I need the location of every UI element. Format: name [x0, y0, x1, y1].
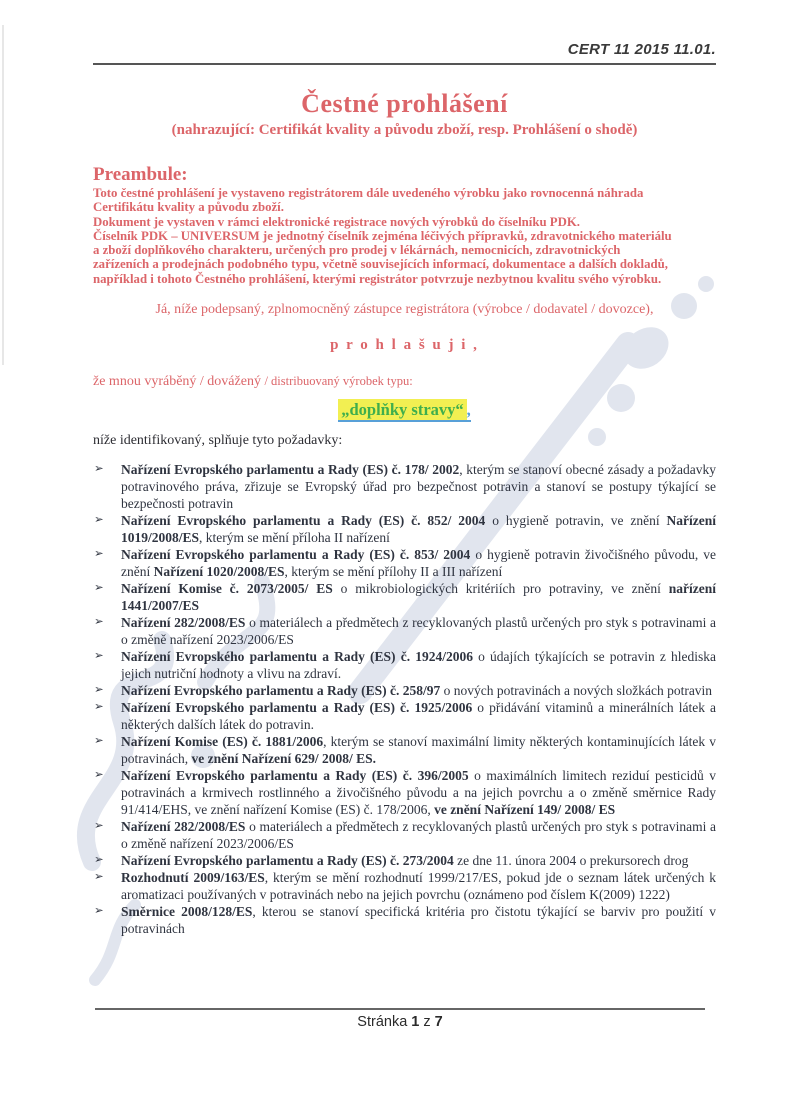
requirement-item [93, 580, 716, 614]
requirement-item [93, 682, 716, 699]
requirement-item [93, 733, 716, 767]
page-number-label: Stránka [357, 1014, 408, 1030]
requirement-text: Rozhodnutí 2009/163/ES, kterým se mění rozhodnutí 1999/217/ES, pokud jde o seznam látek určených k aromatizaci používaných v potravinách nebo na jejich povrchu (oznámeno pod číslem K(2009) 1222) [121, 870, 716, 903]
bullet-arrow-icon: ➢ [94, 650, 104, 663]
product-type-row [93, 400, 716, 420]
preamble-line: Certifikátu kvality a původu zboží. [93, 200, 284, 215]
bullet-arrow-icon: ➢ [94, 854, 104, 867]
scan-edge-artifact [2, 25, 4, 365]
preamble-line: zařízeních a prodejnách podobného typu, včetně souvisejících informací, dokumentace a dalších dokladů, [93, 257, 668, 272]
page-subtitle: (nahrazující: Certifikát kvality a původu zboží, resp. Prohlášení o shodě) [171, 122, 638, 138]
requirement-text: Nařízení Evropského parlamentu a Rady (ES) č. 258/97 o nových potravinách a nových složkách potravin [121, 683, 713, 699]
requirement-text: Nařízení Evropského parlamentu a Rady (ES) č. 178/ 2002, kterým se stanoví obecné zásady a požadavky potravinového práva, zřizuje se Evropský úřad pro bezpečnost potravin a stanoví se postupy týkající se bezpečnosti potravin [121, 462, 716, 512]
product-type-highlight: „doplňky stravy“ [338, 399, 466, 420]
preamble-line: Dokument je vystaven v rámci elektronické registrace nových výrobků do číselníku PDK. [93, 214, 580, 229]
requirement-text: Nařízení 282/2008/ES o materiálech a předmětech z recyklovaných plastů určených pro styk s potravinami a o změně nařízení 2023/2006/ES [121, 615, 716, 648]
declaration-intro: Já, níže podepsaný, zplnomocněný zástupce registrátora (výrobce / dodavatel / dovozce), [155, 302, 654, 318]
footer-rule [95, 1008, 705, 1010]
document-code: CERT 11 2015 11.01. [567, 41, 716, 58]
bullet-arrow-icon: ➢ [94, 820, 104, 833]
preamble-line: například i tohoto Čestného prohlášení, kterými registrátor potvrzuje nezbytnou kvalitu svého výrobku. [93, 271, 662, 286]
requirement-text: Nařízení Evropského parlamentu a Rady (ES) č. 852/ 2004 o hygieně potravin, ve znění Nařízení 1019/2008/ES, kterým se mění příloha II nařízení [121, 513, 716, 546]
preamble-text [93, 186, 716, 286]
requirement-item [93, 699, 716, 733]
bullet-arrow-icon: ➢ [94, 684, 104, 697]
page-number [0, 1014, 800, 1030]
bullet-arrow-icon: ➢ [94, 871, 104, 884]
preamble-line: a zboží doplňkového charakteru, určených pro prodej v lékárnách, nemocnicích, zdravotnických [93, 243, 621, 258]
bullet-arrow-icon: ➢ [94, 905, 104, 918]
requirement-item [93, 546, 716, 580]
requirement-text: Nařízení Evropského parlamentu a Rady (ES) č. 853/ 2004 o hygieně potravin živočišného původu, ve znění Nařízení 1020/2008/ES, kterým se mění přílohy II a III nařízení [121, 547, 716, 580]
requirement-item [93, 461, 716, 512]
bullet-arrow-icon: ➢ [94, 548, 104, 561]
bullet-arrow-icon: ➢ [94, 514, 104, 527]
preamble-line: Číselník PDK – UNIVERSUM je jednotný číselník zejména léčivých přípravků, zdravotnického materiálu [93, 228, 672, 243]
bullet-arrow-icon: ➢ [94, 463, 104, 476]
page-number-total: 7 [434, 1014, 443, 1030]
preamble-line: Toto čestné prohlášení je vystaveno registrátorem dále uvedeného výrobku jako rovnocenná náhrada [93, 186, 644, 200]
product-type-underline [338, 400, 471, 422]
declaration-verb: p r o h l a š u j i , [330, 337, 479, 354]
requirement-text: Nařízení Evropského parlamentu a Rady (ES) č. 396/2005 o maximálních limitech reziduí pesticidů v potravinách a krmivech rostlinného a živočišného původu a na jejich povrchu a o změně směrnice Rady 91/414/EHS, ve znění nařízení Komise (ES) č. 178/2006, ve znění Nařízení 149/ 2008/ ES [121, 768, 716, 818]
bullet-arrow-icon: ➢ [94, 701, 104, 714]
requirement-text: Nařízení 282/2008/ES o materiálech a předmětech z recyklovaných plastů určených pro styk s potravinami a o změně nařízení 2023/2006/ES [121, 819, 716, 852]
requirement-item [93, 614, 716, 648]
requirement-text: Nařízení Komise (ES) č. 1881/2006, kterým se stanoví maximální limity některých kontaminujících látek v potravinách, ve znění Nařízení 629/ 2008/ ES. [121, 734, 716, 767]
requirement-text: Směrnice 2008/128/ES, kterou se stanoví specifická kritéria pro čistotu týkající se barviv pro použití v potravinách [121, 904, 716, 937]
requirement-item [93, 818, 716, 852]
requirement-text: Nařízení Evropského parlamentu a Rady (ES) č. 1925/2006 o přidávání vitaminů a minerálních látek a některých dalších látek do potravin. [121, 700, 716, 733]
product-line [93, 374, 716, 390]
bullet-arrow-icon: ➢ [94, 769, 104, 782]
page-title: Čestné prohlášení [301, 89, 508, 118]
product-line-rest: / distribuovaný výrobek typu: [264, 374, 413, 389]
requirement-item [93, 512, 716, 546]
requirement-item [93, 852, 716, 869]
product-line-main: že mnou vyráběný / dovážený [93, 374, 265, 390]
bullet-arrow-icon: ➢ [94, 735, 104, 748]
document-page [93, 0, 716, 937]
requirement-text: Nařízení Evropského parlamentu a Rady (ES) č. 273/2004 ze dne 11. února 2004 o prekursorech drog [121, 853, 689, 869]
requirement-text: Nařízení Komise č. 2073/2005/ ES o mikrobiologických kritériích pro potraviny, ve znění nařízení 1441/2007/ES [121, 581, 716, 614]
requirements-list [93, 461, 716, 937]
requirement-item [93, 869, 716, 903]
header-rule [93, 63, 716, 65]
bullet-arrow-icon: ➢ [94, 616, 104, 629]
page-number-current: 1 [411, 1014, 420, 1030]
requirement-item [93, 648, 716, 682]
requirement-text: Nařízení Evropského parlamentu a Rady (ES) č. 1924/2006 o údajích týkajících se potravin z hlediska jejich nutriční hodnoty a vlivu na zdraví. [121, 649, 717, 682]
bullet-arrow-icon: ➢ [94, 582, 104, 595]
requirement-item [93, 767, 716, 818]
requirement-item [93, 903, 716, 937]
preamble-heading: Preambule: [93, 164, 188, 185]
requirements-intro: níže identifikovaný, splňuje tyto požadavky: [93, 433, 343, 449]
product-type-suffix: , [466, 400, 471, 420]
page-number-separator: z [423, 1014, 431, 1030]
